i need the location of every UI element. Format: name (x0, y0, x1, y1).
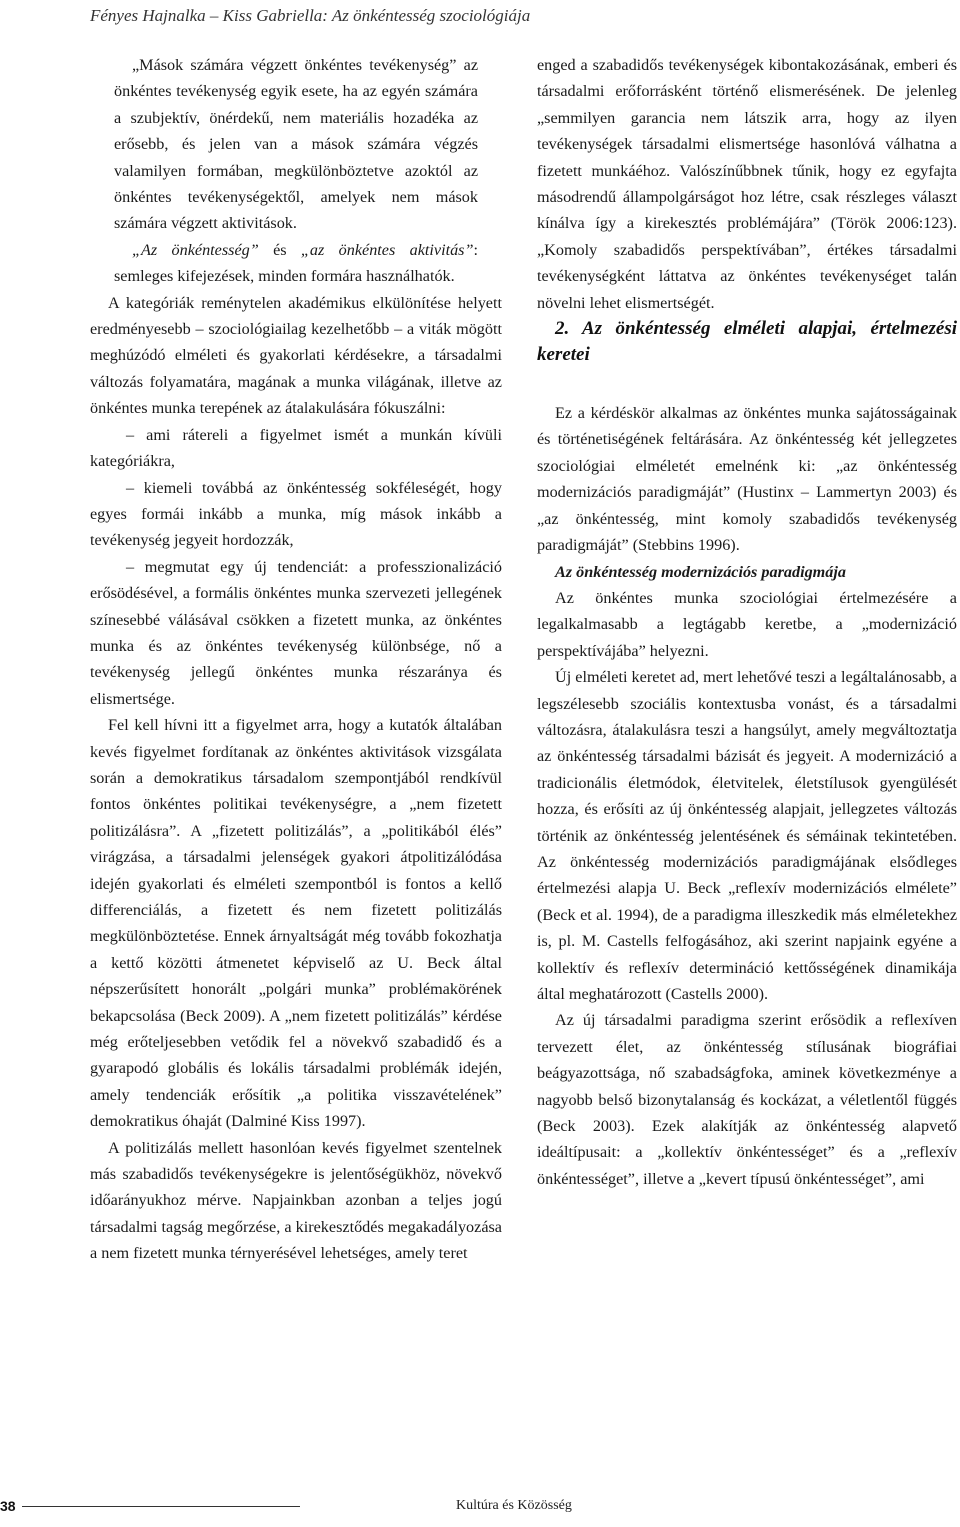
body-paragraph: Az önkéntes munka szociológiai értelmezésére a legalkalmasabb a legtágabb keretbe, a „modernizáció perspektívájába” helyezni. (537, 588, 957, 660)
body-paragraph: Az új társadalmi paradigma szerint erősödik a reflexíven tervezett élet, az önkéntesség stílusának biográfiai beágyazottsága, nő szabadságfoka, aminek következménye a nagyobb belső bizonytalanság és kockázat, a véletlentől függés (Beck 2003). Ezek alakítják az önkéntesség alapvető ideáltípusait: a „kollektív önkéntességet” és a „reflexív önkéntességet”, illetve a „kevert típusú önkéntességet”, ami (537, 1011, 957, 1188)
body-paragraph: Fel kell hívni itt a figyelmet arra, hogy a kutatók általában kevés figyelmet fordítanak az önkéntes aktivitások vizsgálata során a demokratikus társadalom szempontjából rendkívül fontos önkéntes politikai tevékenységre, a „nem fizetett politizálásra”. A „fizetett politizálás”, a „politikából élés” virágzása, a társadalmi jelenségek gyakori átpolitizálódása idején gyakorlati és elméleti szempontból is fontos a kellő differenciálás, a fizetett és nem fizetett politizálás megkülönböztetése. Ennek árnyaltságát még tovább fokozhatja a kettő közötti átmenetet képviselő az U. Beck által népszerűsített honorált „polgári munka” problémakörének bekapcsolása (Beck 2009). A „nem fizetett politizálás” kérdése még erőteljesebben vetődik fel a növekvő szabadidő és a gyarapodó globális és lokális társadalmi problémák idején, amely tendenciák erősítik „a politika visszavételének” demokratikus óhaját (Dalminé Kiss 1997). (90, 716, 502, 1131)
body-paragraph: Ez a kérdéskör alkalmas az önkéntes munka sajátosságainak és történetiségének feltárására. Az önkéntesség két jellegzetes szociológiai elméletét emelnénk ki: „az önkéntesség modernizációs paradigmáját” (Hustinx – Lammertyn 2003) és „az önkéntesség, mint komoly szabadidős tevékenység paradigmáját” (Stebbins 1996). (537, 404, 957, 555)
list-item: – kiemeli továbbá az önkéntesség sokféleségét, hogy egyes formái inkább a munka, míg mások inkább a tevékenység jegyeit hordozzák, (90, 478, 502, 550)
conjunction-and: és (273, 240, 287, 259)
definition-quote-2 (90, 237, 502, 290)
term-volunteering: „Az önkéntesség” (132, 240, 259, 259)
body-paragraph-continued: enged a szabadidős tevékenységek kibontakozásának, emberi és társadalmi erőforrásként történő elismerésének. De jelenleg „semmilyen garancia nem látszik arra, hogy az ilyen tevékenységek társadalmi elismertsége hasonlóvá válhatna a fizetett munkáéhoz. Valószínűbbnek tűnik, hogy ez egyfajta másodrendű állampolgárságot hoz létre, csak részleges választ kínálva így a kirekesztés problémájára” (Török 2006:123). „Komoly szabadidős perspektívában”, értékes társadalmi tevékenységként láttatva az önkéntes tevékenységet talán növelni lehet elismertségét. (537, 56, 957, 312)
page-number: 38 (0, 1498, 16, 1514)
subsection-heading: Az önkéntesség modernizációs paradigmája (555, 562, 846, 581)
right-column (537, 52, 957, 1192)
left-column (90, 52, 502, 1267)
definition-quote-2-rest: : semleges kifejezések, minden formára használhatók. (114, 240, 478, 286)
journal-name: Kultúra és Közösség (456, 1498, 572, 1513)
body-paragraph: A politizálás mellett hasonlóan kevés figyelmet szentelnek más szabadidős tevékenységekre is jelentőségükhöz, növekvő időarányukhoz mérve. Napjainkban azonban a teljes jogú társadalmi tagság megőrzése, a kirekesztődés megakadályozása a nem fizetett munka térnyerésével lehetséges, amely teret (90, 1138, 502, 1263)
footer-rule (22, 1506, 300, 1507)
term-volunteer-activity: „az önkéntes aktivitás” (300, 240, 474, 259)
page-footer (0, 1490, 960, 1527)
body-paragraph: A kategóriák reménytelen akadémikus elkülönítése helyett eredményesebb – szociológiailag kezelhetőbb – a viták mögött meghúzódó elméleti és gyakorlati kérdésekre, a társadalmi változás folyamatára, magának a munka világának, illetve az önkéntes munka terepének az átalakulására fókuszálni: (90, 293, 502, 418)
list-item: – megmutat egy új tendenciát: a professzionalizáció erősödésével, a formális önkéntes munka szervezeti jellegének színesebbé válásával csökken a fizetett munka, az önkéntes munka és az önkéntes tevékenység különbsége, nő a tevékenység jellegű önkéntes munka részaránya és elismertsége. (90, 557, 502, 708)
running-head: Fényes Hajnalka – Kiss Gabriella: Az önkéntesség szociológiája (90, 6, 531, 25)
heading-spacer (537, 368, 957, 400)
definition-quote-1: „Mások számára végzett önkéntes tevékenység” az önkéntes tevékenység egyik esete, ha az egyén számára a szubjektív, önérdekű, nem materiális hozadéka az erősebb, és jelen van a mások számára végzés valamilyen formában, megkülönböztetve azoktól az önkéntes tevékenységektől, amelyek nem mások számára végzett aktivitások. (114, 56, 478, 233)
section-heading: 2. Az önkéntesség elméleti alapjai, értelmezési keretei (537, 318, 957, 366)
body-paragraph: Új elméleti keretet ad, mert lehetővé teszi a legáltalánosabb, a legszélesebb szociális kontextusba vonást, és a társadalmi változásra, átalakulásra teszi a hangsúlyt, amely megváltoztatja az önkéntesség társadalmi bázisát és jegyeit. A modernizáció a tradicionális életmódok, életvitelek, életstílusok gyengülését hozza, és erősíti az új önkéntesség alapjait, jellegzetes változás történik az önkéntesség jelentésének és sémáinak tekintetében. Az önkéntesség modernizációs paradigmájának elsődleges értelmezési alapja U. Beck „reflexív modernizációs elmélete” (Beck et al. 1994), de a paradigma illeszkedik más elméletekhez is, pl. M. Castells felfogásához, aki szerint napjaink egyéne a kollektív és reflexív determináció kettősségének dinamikája által meghatározott (Castells 2000). (537, 668, 957, 1003)
list-item: – ami rátereli a figyelmet ismét a munkán kívüli kategóriákra, (90, 425, 502, 471)
